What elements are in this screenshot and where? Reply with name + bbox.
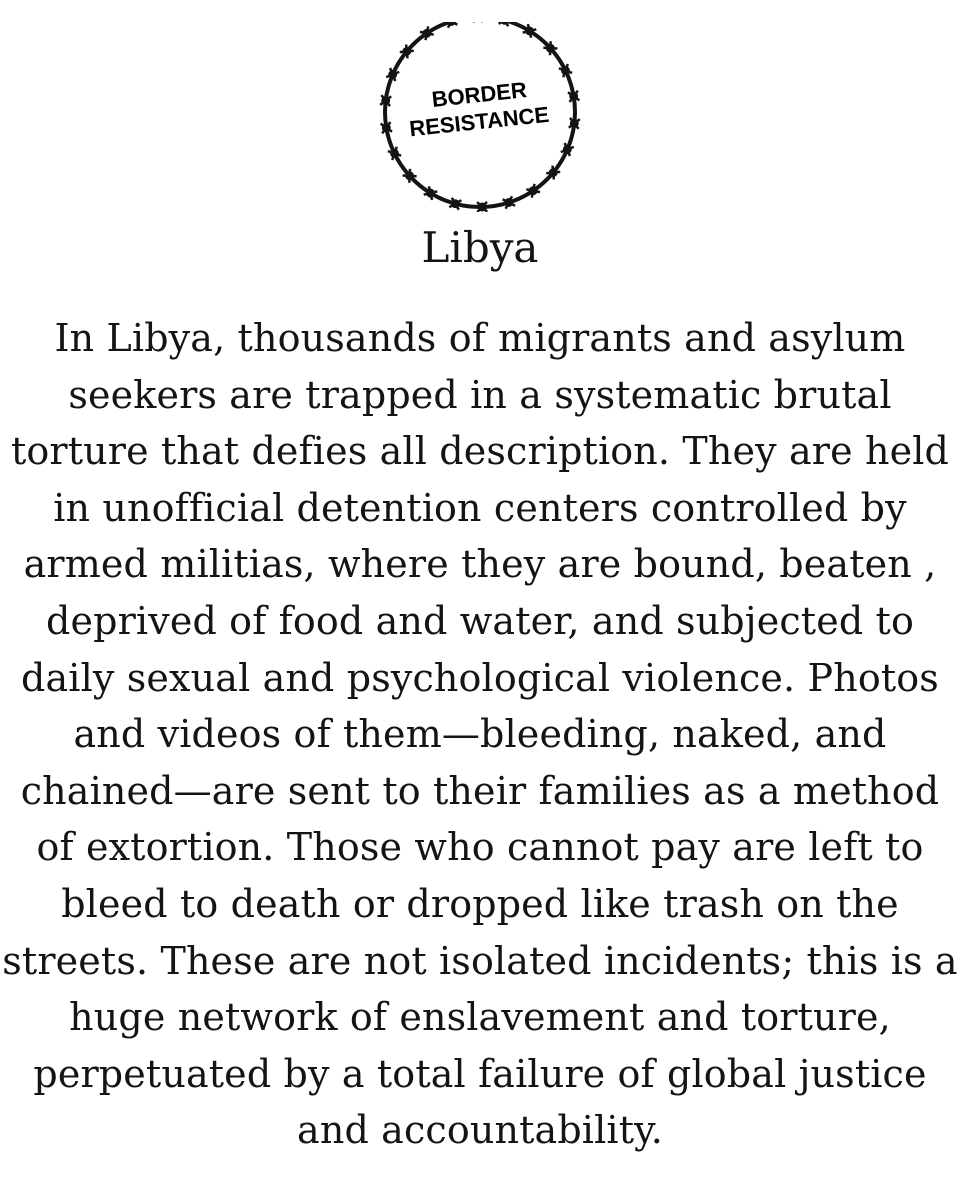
body-line: daily sexual and psychological violence. Photos	[21, 655, 939, 700]
barb-knot	[503, 196, 515, 208]
body-line: in unofficial detention centers controlled by	[53, 485, 907, 530]
logo-line-1: BORDER	[430, 77, 528, 112]
barb-knot	[569, 118, 580, 129]
body-line: and videos of them—bleeding, naked, and	[73, 712, 887, 757]
body-line: bleed to death or dropped like trash on the	[61, 881, 899, 926]
body-line: torture that defies all description. They are held	[10, 429, 950, 474]
barb-knot	[381, 122, 392, 133]
body-line: streets. These are not isolated incidents; this is a	[2, 938, 958, 983]
barb-knot	[477, 202, 487, 212]
barb-knot	[380, 95, 391, 106]
body-line: and accountability.	[297, 1108, 663, 1153]
body-line: of extortion. Those who cannot pay are left to	[36, 825, 924, 870]
body-line: deprived of food and water, and subjected to	[46, 598, 914, 643]
barb-knot	[449, 198, 461, 210]
barbed-wire-circle-icon	[370, 22, 590, 212]
border-resistance-logo	[370, 22, 590, 212]
logo-line-2: RESISTANCE	[408, 101, 551, 142]
body-line: In Libya, thousands of migrants and asylum	[54, 316, 906, 360]
body-line: seekers are trapped in a systematic brutal	[68, 372, 892, 417]
body-line: perpetuated by a total failure of global justice	[33, 1051, 927, 1096]
barb-knot	[568, 91, 579, 102]
article-body	[0, 310, 960, 1159]
body-line: chained—are sent to their families as a method	[20, 768, 940, 813]
body-line: armed militias, where they are bound, beaten ,	[23, 542, 937, 587]
page-title: Libya	[421, 223, 539, 272]
body-line: huge network of enslavement and torture,	[69, 995, 891, 1040]
